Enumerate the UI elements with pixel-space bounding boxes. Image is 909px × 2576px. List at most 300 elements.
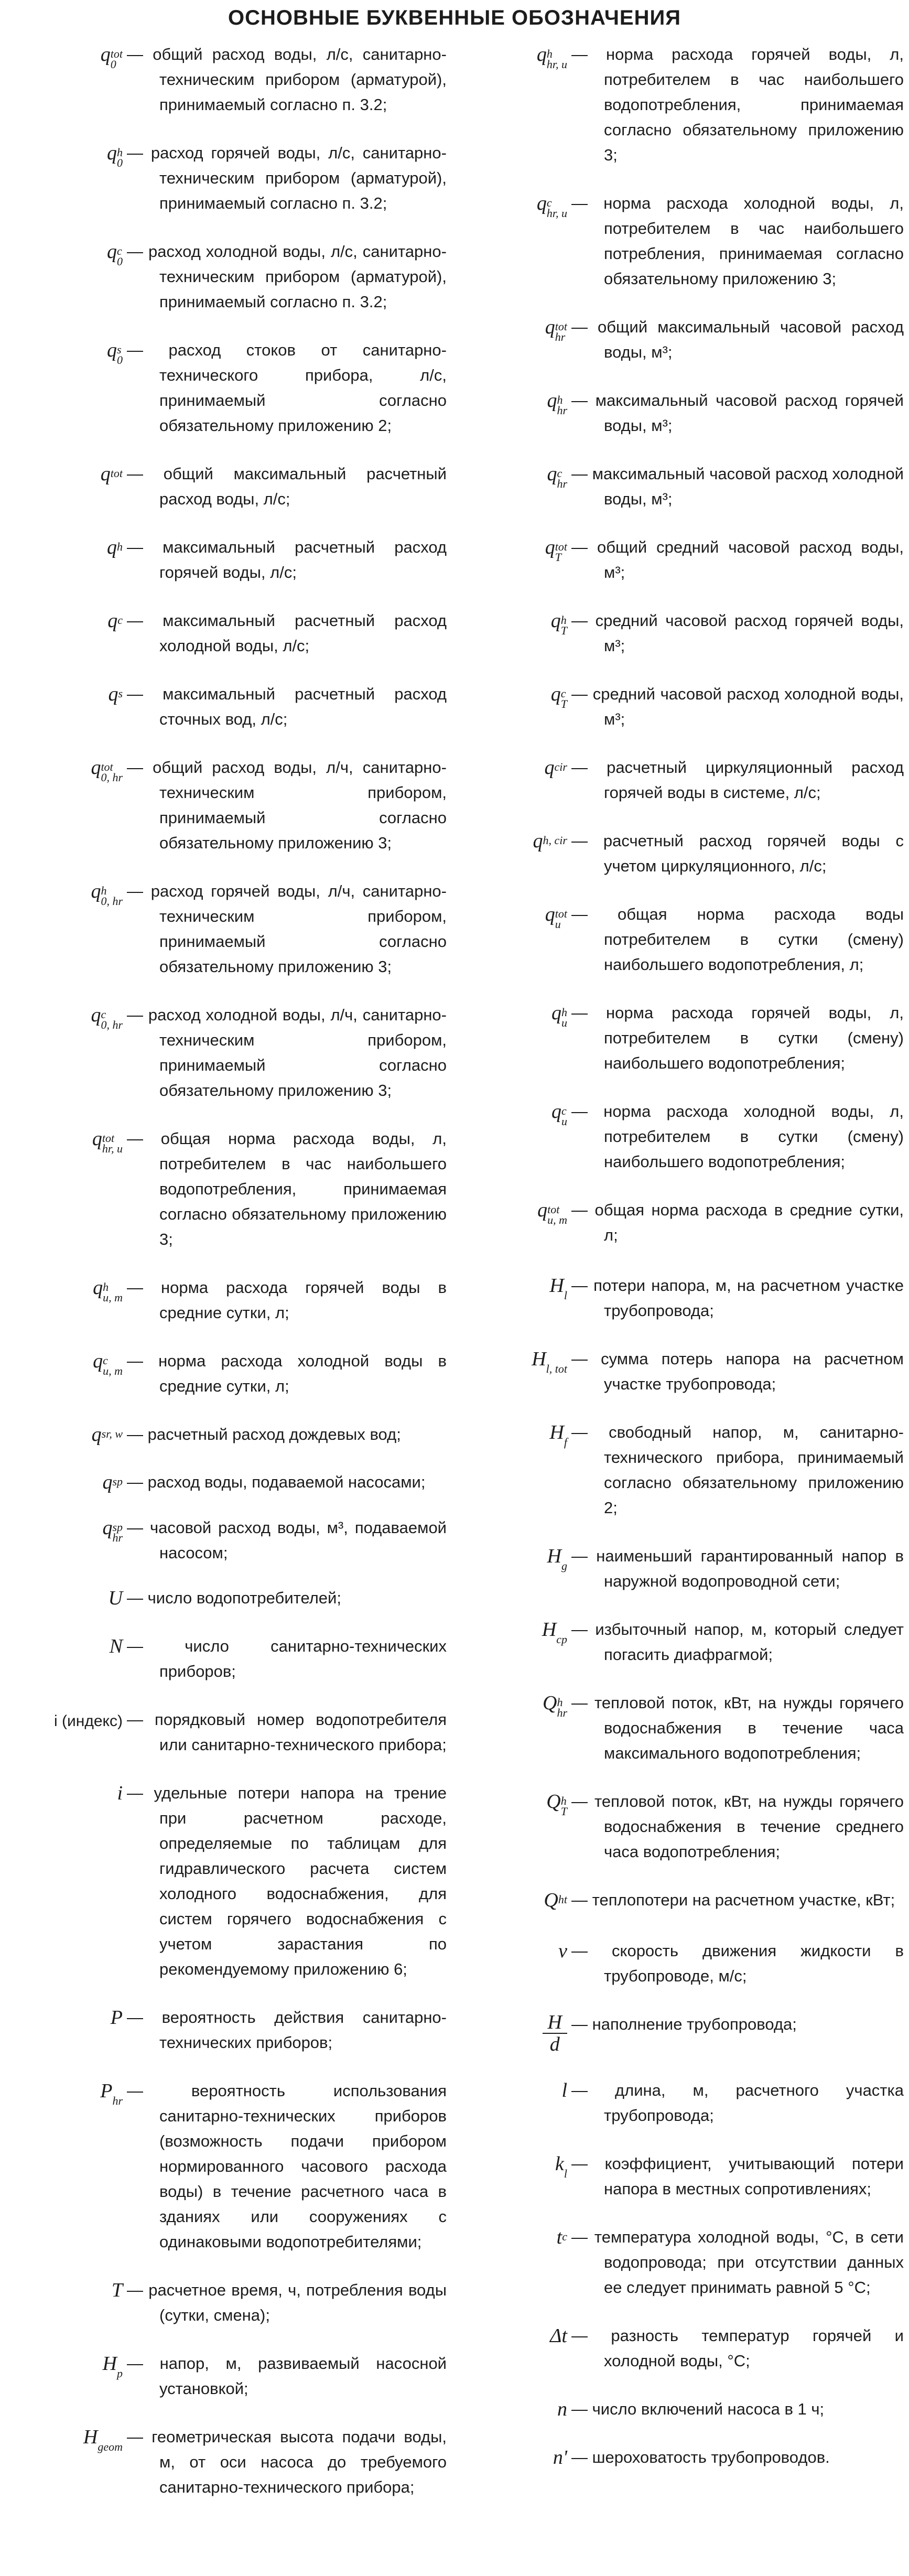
symbol-base: Δt bbox=[550, 2325, 567, 2347]
symbol bbox=[6, 1515, 127, 1543]
symbol bbox=[461, 682, 571, 709]
symbol-base: q bbox=[545, 536, 555, 558]
symbol bbox=[6, 1470, 127, 1497]
symbol-description: — расчетный циркуляционный расход горячей воды в системе, л/с; bbox=[571, 758, 904, 802]
page-title: ОСНОВНЫЕ БУКВЕННЫЕ ОБОЗНАЧЕНИЯ bbox=[228, 6, 681, 29]
symbol-superscript: tot bbox=[555, 320, 567, 333]
symbol-entry bbox=[461, 2445, 904, 2470]
symbol bbox=[6, 2005, 127, 2030]
symbol-base: H bbox=[532, 1348, 546, 1370]
symbol-base: q bbox=[547, 463, 557, 485]
symbol-subscript bbox=[102, 1439, 123, 1450]
symbol-entry bbox=[6, 755, 447, 856]
symbol-entry bbox=[461, 42, 904, 168]
symbol-base: H bbox=[83, 2426, 98, 2448]
symbol-indices bbox=[102, 1133, 123, 1154]
symbol-entry bbox=[461, 1198, 904, 1248]
symbol bbox=[6, 608, 127, 636]
symbol bbox=[461, 315, 571, 342]
symbol-entry bbox=[6, 141, 447, 216]
symbol-description: — норма расхода холодной воды в средние сутки, л; bbox=[127, 1352, 447, 1395]
symbol-entry bbox=[461, 1099, 904, 1174]
symbol-subscript bbox=[112, 1487, 123, 1497]
symbol-entry bbox=[461, 388, 904, 438]
symbol-indices bbox=[562, 2232, 567, 2252]
symbol bbox=[461, 2445, 571, 2470]
symbol-superscript: c bbox=[557, 467, 562, 480]
symbol-description: — порядковый номер водопотребителя или санитарно-технического прибора; bbox=[127, 1710, 447, 1754]
symbol-entry bbox=[461, 191, 904, 292]
symbol-base: q bbox=[93, 1277, 103, 1299]
symbol-base: q bbox=[100, 463, 111, 485]
symbol-description: — сумма потерь напора на расчетном участке трубопровода; bbox=[571, 1350, 904, 1393]
symbol-superscript: cir bbox=[554, 760, 567, 773]
symbol bbox=[461, 2397, 571, 2422]
symbol-description: — шероховатость трубопроводов. bbox=[571, 2448, 830, 2466]
symbol-subscript: 0 bbox=[117, 255, 123, 268]
symbol-superscript: sp bbox=[112, 1475, 123, 1488]
symbol-description: — напор, м, развиваемый насосной установкой; bbox=[127, 2354, 447, 2398]
symbol-entry bbox=[461, 2078, 904, 2128]
symbol-entry bbox=[6, 2278, 447, 2328]
symbol-description: — норма расхода горячей воды, л, потребителем в час наибольшего водопотребления, принимаемая согласно обязательному приложению 3; bbox=[571, 45, 904, 164]
symbol-base: Q bbox=[546, 1791, 561, 1813]
symbol-entry bbox=[6, 2351, 447, 2401]
symbol-description: — норма расхода холодной воды, л, потребителем в сутки (смену) наибольшего водопотребления; bbox=[571, 1102, 904, 1171]
symbol-indices bbox=[561, 1106, 567, 1127]
symbol-entry bbox=[6, 1275, 447, 1325]
symbol-indices bbox=[117, 344, 123, 365]
symbol-superscript: c bbox=[117, 613, 123, 627]
symbol-description: — наполнение трубопровода; bbox=[571, 2015, 797, 2033]
symbol-description: — максимальный расчетный расход холодной воды, л/с; bbox=[127, 611, 447, 655]
symbol-indices bbox=[101, 886, 123, 907]
symbol-superscript: tot bbox=[102, 1131, 115, 1145]
symbol bbox=[6, 1003, 127, 1030]
symbol-entry bbox=[6, 1634, 447, 1684]
symbol bbox=[461, 1690, 571, 1718]
symbol-indices bbox=[112, 2085, 123, 2106]
symbol-subscript: u bbox=[561, 1016, 567, 1029]
symbol-entry bbox=[6, 42, 447, 117]
symbol-description: — расход стоков от санитарно-технического прибора, л/с, принимаемый согласно обязательному приложению 2; bbox=[127, 341, 447, 435]
symbol-subscript: hr bbox=[557, 404, 567, 417]
symbol-subscript: 0, hr bbox=[101, 771, 123, 784]
symbol-superscript: h bbox=[557, 1696, 563, 1709]
symbol-description: — общий расход воды, л/с, санитарно-техническим прибором (арматурой), принимаемый согласно п. 3.2; bbox=[127, 45, 447, 114]
symbol-base: q bbox=[536, 44, 547, 66]
symbol-subscript: u, m bbox=[547, 1213, 567, 1226]
symbol-entry bbox=[6, 1781, 447, 1982]
symbol-base: l bbox=[561, 2079, 567, 2101]
symbol-subscript bbox=[558, 1905, 567, 1915]
symbol-superscript: h bbox=[117, 146, 123, 159]
symbol-indices bbox=[112, 1522, 123, 1543]
symbol-base: n bbox=[557, 2398, 567, 2420]
symbol-subscript: T bbox=[560, 697, 567, 710]
symbol bbox=[461, 1346, 571, 1374]
symbol-base: Q bbox=[542, 1692, 557, 1714]
symbol bbox=[6, 1707, 127, 1734]
symbol-superscript: sr, w bbox=[101, 1427, 123, 1440]
symbol-description: — число водопотребителей; bbox=[127, 1589, 341, 1607]
symbol bbox=[461, 1198, 571, 1225]
symbol bbox=[461, 1617, 571, 1645]
symbol-entry bbox=[461, 608, 904, 659]
symbol-superscript: c bbox=[560, 687, 566, 700]
symbol bbox=[461, 1544, 571, 1571]
symbol bbox=[6, 535, 127, 563]
symbol-superscript: c bbox=[561, 1104, 567, 1117]
symbol-base: q bbox=[545, 316, 555, 338]
symbol bbox=[461, 1888, 571, 1915]
symbol-description: — температура холодной воды, °С, в сети водопровода; при отсутствии данных ее следует принимать равной 5 °С; bbox=[571, 2228, 904, 2297]
symbol-superscript: tot bbox=[110, 47, 123, 60]
symbol-superscript: h bbox=[557, 393, 563, 406]
symbol-indices bbox=[564, 1280, 567, 1301]
symbol-subscript: hr, u bbox=[546, 207, 567, 220]
symbol-entry bbox=[6, 1349, 447, 1399]
symbol-indices bbox=[557, 395, 567, 416]
symbol-entry bbox=[461, 2323, 904, 2374]
symbol-indices bbox=[555, 542, 567, 563]
symbol-subscript: hr, u bbox=[546, 58, 567, 71]
symbol-description: — расход горячей воды, л/с, санитарно-техническим прибором (арматурой), принимаемый согласно п. 3.2; bbox=[127, 144, 447, 212]
symbol-superscript: h bbox=[117, 540, 123, 553]
symbol-base: H bbox=[549, 1275, 564, 1297]
symbol-indices bbox=[561, 1550, 567, 1571]
symbol-base: q bbox=[107, 241, 117, 263]
symbol-subscript bbox=[111, 479, 123, 489]
symbol-description: — общая норма расхода воды потребителем в сутки (смену) наибольшего водопотребления, л; bbox=[571, 905, 904, 974]
symbol-subscript: g bbox=[561, 1559, 567, 1572]
symbol-base: H bbox=[549, 1421, 564, 1443]
symbol-superscript: tot bbox=[110, 467, 123, 480]
symbol-indices bbox=[111, 468, 123, 489]
symbol-superscript: h bbox=[560, 613, 567, 627]
symbol-indices bbox=[118, 688, 123, 709]
symbol-base: q bbox=[107, 339, 117, 361]
symbol-subscript: hr, u bbox=[102, 1142, 123, 1155]
symbol-entry bbox=[461, 1617, 904, 1667]
symbol-base: U bbox=[108, 1587, 123, 1609]
symbol-superscript: sp bbox=[112, 1521, 123, 1534]
symbol-subscript: T bbox=[560, 1805, 567, 1818]
symbol-subscript: l bbox=[564, 2167, 567, 2180]
symbol-entry bbox=[461, 1690, 904, 1766]
symbol-subscript bbox=[118, 699, 123, 709]
symbol-subscript: hr bbox=[112, 2094, 123, 2107]
symbol bbox=[6, 338, 127, 365]
symbol-indices bbox=[561, 688, 567, 709]
symbol-subscript: 0 bbox=[117, 353, 123, 367]
symbol-base: q bbox=[536, 192, 547, 214]
symbol-subscript: f bbox=[564, 1436, 567, 1449]
symbol-entry bbox=[461, 2225, 904, 2300]
symbol bbox=[6, 239, 127, 267]
symbol-description: — средний часовой расход горячей воды, м³; bbox=[571, 611, 904, 655]
symbol bbox=[6, 141, 127, 168]
symbol-description: — часовой расход воды, м³, подаваемой насосом; bbox=[127, 1518, 447, 1562]
symbol-description: — теплопотери на расчетном участке, кВт; bbox=[571, 1891, 895, 1909]
symbol-description: — общая норма расхода в средние сутки, л; bbox=[571, 1201, 904, 1244]
symbol-description: — общий максимальный часовой расход воды, м³; bbox=[571, 318, 904, 361]
symbol-description: — максимальный расчетный расход сточных вод, л/с; bbox=[127, 685, 447, 728]
symbol-entry bbox=[461, 315, 904, 365]
symbol-entry bbox=[461, 535, 904, 585]
symbol-entry bbox=[6, 535, 447, 585]
symbol-superscript: h, cir bbox=[543, 834, 567, 847]
symbol-base: H bbox=[547, 1545, 561, 1567]
symbol bbox=[6, 1634, 127, 1659]
symbol-description: — скорость движения жидкости в трубопроводе, м/с; bbox=[571, 1942, 904, 1985]
symbol bbox=[461, 755, 571, 783]
symbol bbox=[461, 2225, 571, 2252]
symbol-base: T bbox=[111, 2279, 123, 2301]
symbol-description: — расчетный расход горячей воды с учетом циркуляционного, л/с; bbox=[571, 832, 904, 875]
symbol-entry bbox=[461, 1544, 904, 1594]
fraction-denominator: d bbox=[549, 2033, 560, 2055]
symbol-superscript: c bbox=[101, 1008, 106, 1021]
symbol bbox=[6, 755, 127, 783]
symbol-indices bbox=[117, 615, 123, 636]
symbol bbox=[461, 1099, 571, 1127]
symbol bbox=[6, 879, 127, 907]
symbol-superscript: c bbox=[562, 2230, 567, 2243]
symbol-description: — расход воды, подаваемой насосами; bbox=[127, 1473, 426, 1491]
symbol-indices bbox=[547, 1204, 567, 1225]
symbol-entry bbox=[461, 2012, 904, 2055]
symbol-indices bbox=[111, 49, 123, 70]
symbol-description: — общий максимальный расчетный расход воды, л/с; bbox=[127, 465, 447, 508]
symbol-description: — расход горячей воды, л/ч, санитарно-техническим прибором, принимаемый согласно обязательному приложению 3; bbox=[127, 882, 447, 976]
symbol-base: q bbox=[550, 610, 561, 632]
symbol-indices bbox=[564, 2158, 567, 2179]
symbol-description: — расчетное время, ч, потребления воды (сутки, смена); bbox=[127, 2281, 447, 2324]
symbol-entry bbox=[6, 338, 447, 438]
symbol-indices bbox=[102, 1429, 123, 1450]
symbol bbox=[6, 42, 127, 70]
symbol-subscript: 0 bbox=[110, 58, 116, 71]
symbol-description: — наименьший гарантированный напор в наружной водопроводной сети; bbox=[571, 1547, 904, 1590]
symbol-indices bbox=[547, 198, 567, 219]
symbol-description: — максимальный часовой расход холодной воды, м³; bbox=[571, 465, 904, 508]
symbol-subscript bbox=[562, 2242, 567, 2252]
symbol-base: q bbox=[102, 1471, 113, 1493]
symbol-base: q bbox=[544, 757, 555, 779]
symbol bbox=[461, 2012, 571, 2055]
symbol-superscript: c bbox=[117, 244, 122, 257]
symbol-subscript: 0 bbox=[117, 156, 123, 169]
symbol-entry bbox=[6, 1422, 447, 1450]
symbol bbox=[6, 1781, 127, 1806]
symbol-indices bbox=[555, 762, 567, 783]
symbol-subscript: l, tot bbox=[546, 1362, 567, 1375]
symbol-superscript: c bbox=[546, 196, 552, 209]
symbol bbox=[461, 461, 571, 489]
symbol bbox=[461, 1938, 571, 1964]
symbol-indices bbox=[561, 1796, 567, 1817]
symbol-subscript: hr bbox=[555, 330, 566, 343]
symbol-description: — тепловой поток, кВт, на нужды горячего водоснабжения в течение среднего часа водопотребления; bbox=[571, 1792, 904, 1861]
symbol-base: q bbox=[550, 683, 561, 705]
symbol-superscript: tot bbox=[101, 760, 113, 773]
symbol bbox=[461, 828, 571, 856]
symbol bbox=[461, 608, 571, 636]
symbol-subscript: hr bbox=[557, 1706, 567, 1719]
symbol-indices bbox=[557, 1697, 567, 1718]
symbol bbox=[6, 2078, 127, 2106]
symbol-base: q bbox=[545, 903, 555, 925]
symbol-description: — расход холодной воды, л/с, санитарно-техническим прибором (арматурой), принимаемый согласно п. 3.2; bbox=[127, 242, 447, 311]
symbol-description: — число включений насоса в 1 ч; bbox=[571, 2400, 825, 2418]
symbol-superscript: ht bbox=[558, 1893, 567, 1906]
symbol-description: — потери напора, м, на расчетном участке трубопровода; bbox=[571, 1276, 904, 1320]
symbol bbox=[461, 1420, 571, 1448]
symbol-description: — общий расход воды, л/ч, санитарно-техническим прибором, принимаемый согласно обязательному приложению 3; bbox=[127, 758, 447, 852]
symbol-base: H bbox=[102, 2353, 117, 2375]
symbol-indices bbox=[103, 1355, 123, 1376]
symbol-base: H bbox=[542, 1619, 557, 1641]
symbol bbox=[6, 1422, 127, 1450]
symbol bbox=[461, 42, 571, 70]
right-column bbox=[461, 42, 904, 2470]
symbol-entry bbox=[461, 2397, 904, 2422]
symbol-indices bbox=[543, 835, 567, 856]
symbol-subscript: hr bbox=[557, 477, 567, 490]
symbol-entry bbox=[461, 755, 904, 805]
symbol bbox=[461, 191, 571, 219]
symbol-base: P bbox=[100, 2080, 113, 2102]
symbol-subscript: T bbox=[560, 624, 567, 637]
symbol-indices bbox=[117, 2358, 123, 2379]
symbol bbox=[6, 461, 127, 489]
symbol-superscript: s bbox=[117, 343, 122, 356]
symbol-subscript: u, m bbox=[103, 1291, 123, 1304]
symbol-description: — разность температур горячей и холодной воды, °С; bbox=[571, 2326, 904, 2370]
symbol-base: q bbox=[551, 1002, 561, 1024]
symbol-base: v bbox=[558, 1940, 567, 1962]
symbol-indices bbox=[561, 615, 567, 636]
symbol-entry bbox=[6, 2078, 447, 2255]
symbol-description: — тепловой поток, кВт, на нужды горячего водоснабжения в течение часа максимального водопотребления; bbox=[571, 1694, 904, 1762]
symbol-base: q bbox=[107, 610, 118, 632]
fraction-numerator: H bbox=[543, 2012, 567, 2034]
symbol bbox=[6, 1126, 127, 1154]
symbol-base: q bbox=[91, 1424, 102, 1446]
symbol-base: q bbox=[93, 1350, 103, 1372]
symbol-base: n' bbox=[553, 2446, 567, 2469]
symbol bbox=[461, 1273, 571, 1301]
symbol-entry bbox=[461, 682, 904, 732]
symbol-base: P bbox=[110, 2007, 123, 2029]
symbol-description: — свободный напор, м, санитарно-технического прибора, принимаемый согласно обязательному приложению 2; bbox=[571, 1423, 904, 1517]
symbol-description: — число санитарно-технических приборов; bbox=[127, 1637, 447, 1680]
left-column bbox=[6, 42, 447, 2500]
symbol-indices bbox=[98, 2431, 123, 2452]
symbol-superscript: h bbox=[560, 1794, 567, 1807]
symbol-base: q bbox=[102, 1517, 113, 1539]
symbol-base: q bbox=[91, 757, 101, 779]
symbol-description: — общий средний часовой расход воды, м³; bbox=[571, 538, 904, 581]
symbol bbox=[461, 388, 571, 416]
symbol-subscript: hr bbox=[112, 1531, 123, 1544]
symbol bbox=[461, 2151, 571, 2179]
symbol-entry bbox=[6, 1707, 447, 1758]
symbol-description: — вероятность действия санитарно-технических приборов; bbox=[127, 2008, 447, 2052]
symbol-entry bbox=[461, 902, 904, 977]
symbol-entry bbox=[461, 828, 904, 879]
symbol-indices bbox=[103, 1282, 123, 1303]
symbol-entry bbox=[6, 608, 447, 659]
symbol-entry bbox=[461, 1789, 904, 1864]
symbol-entry bbox=[461, 1273, 904, 1323]
symbol bbox=[461, 535, 571, 563]
symbol-superscript: s bbox=[118, 687, 123, 700]
symbol bbox=[461, 1789, 571, 1817]
symbol-subscript: T bbox=[555, 551, 562, 564]
symbol-subscript bbox=[555, 772, 567, 783]
symbol-entry bbox=[6, 239, 447, 315]
symbol bbox=[461, 902, 571, 930]
symbol-base: q bbox=[100, 44, 111, 66]
symbol-base: q bbox=[107, 536, 117, 558]
symbol-base: k bbox=[555, 2153, 564, 2175]
symbol-subscript: geom bbox=[98, 2440, 123, 2453]
symbol-entry bbox=[461, 2151, 904, 2202]
symbol-entry bbox=[6, 1515, 447, 1566]
symbol-fraction bbox=[543, 2012, 567, 2055]
symbol-description: — вероятность использования санитарно-технических приборов (возможность подачи прибором нормированного часового расхода воды) в течение расчетного часа в зданиях или сооружениях с одинаковыми водопотребителями; bbox=[127, 2082, 447, 2251]
symbol-base: q bbox=[92, 1128, 102, 1150]
symbol-base: q bbox=[533, 830, 543, 852]
symbol-description: — избыточный напор, м, который следует погасить диафрагмой; bbox=[571, 1620, 904, 1664]
symbol-entry bbox=[6, 682, 447, 732]
symbol-base: q bbox=[107, 142, 117, 164]
symbol-subscript: 0, hr bbox=[101, 894, 123, 908]
symbol-indices bbox=[112, 1476, 123, 1497]
symbol-indices bbox=[117, 246, 123, 267]
symbol-entry bbox=[461, 1888, 904, 1915]
symbol-subscript bbox=[117, 626, 123, 636]
symbol-description: — длина, м, расчетного участка трубопровода; bbox=[571, 2081, 904, 2125]
symbol-entry bbox=[6, 879, 447, 979]
symbol-indices bbox=[101, 762, 123, 783]
symbol-description: — геометрическая высота подачи воды, м, от оси насоса до требуемого санитарно-технического прибора; bbox=[127, 2428, 447, 2496]
symbol-subscript: u, m bbox=[103, 1364, 123, 1377]
symbol-subscript: u bbox=[555, 918, 561, 931]
symbol bbox=[6, 2278, 127, 2303]
symbol-subscript: 0, hr bbox=[101, 1018, 123, 1031]
symbol-description: — норма расхода холодной воды, л, потребителем в час наибольшего потребления, принимаемая согласно обязательному приложению 3; bbox=[571, 194, 904, 288]
symbol-description: — максимальный расчетный расход горячей воды, л/с; bbox=[127, 538, 447, 581]
symbol-base: Q bbox=[544, 1889, 558, 1911]
symbol-description: — средний часовой расход холодной воды, м³; bbox=[571, 685, 904, 728]
symbol-base: q bbox=[91, 880, 101, 902]
symbol-description: — норма расхода горячей воды, л, потребителем в сутки (смену) наибольшего водопотребления; bbox=[571, 1004, 904, 1072]
symbol-entry bbox=[461, 1346, 904, 1397]
symbol-superscript: c bbox=[103, 1354, 108, 1367]
symbol-indices bbox=[564, 1427, 567, 1448]
symbol bbox=[6, 682, 127, 709]
symbol-description: — расход холодной воды, л/ч, санитарно-техническим прибором, принимаемый согласно обязательному приложению 3; bbox=[127, 1006, 447, 1100]
symbol-subscript: u bbox=[561, 1115, 567, 1128]
symbol-subscript: l bbox=[564, 1289, 567, 1302]
symbol-entry bbox=[6, 1126, 447, 1252]
symbol-indices bbox=[117, 542, 123, 563]
symbol-subscript: p bbox=[117, 2367, 123, 2380]
symbol-subscript bbox=[117, 552, 123, 563]
